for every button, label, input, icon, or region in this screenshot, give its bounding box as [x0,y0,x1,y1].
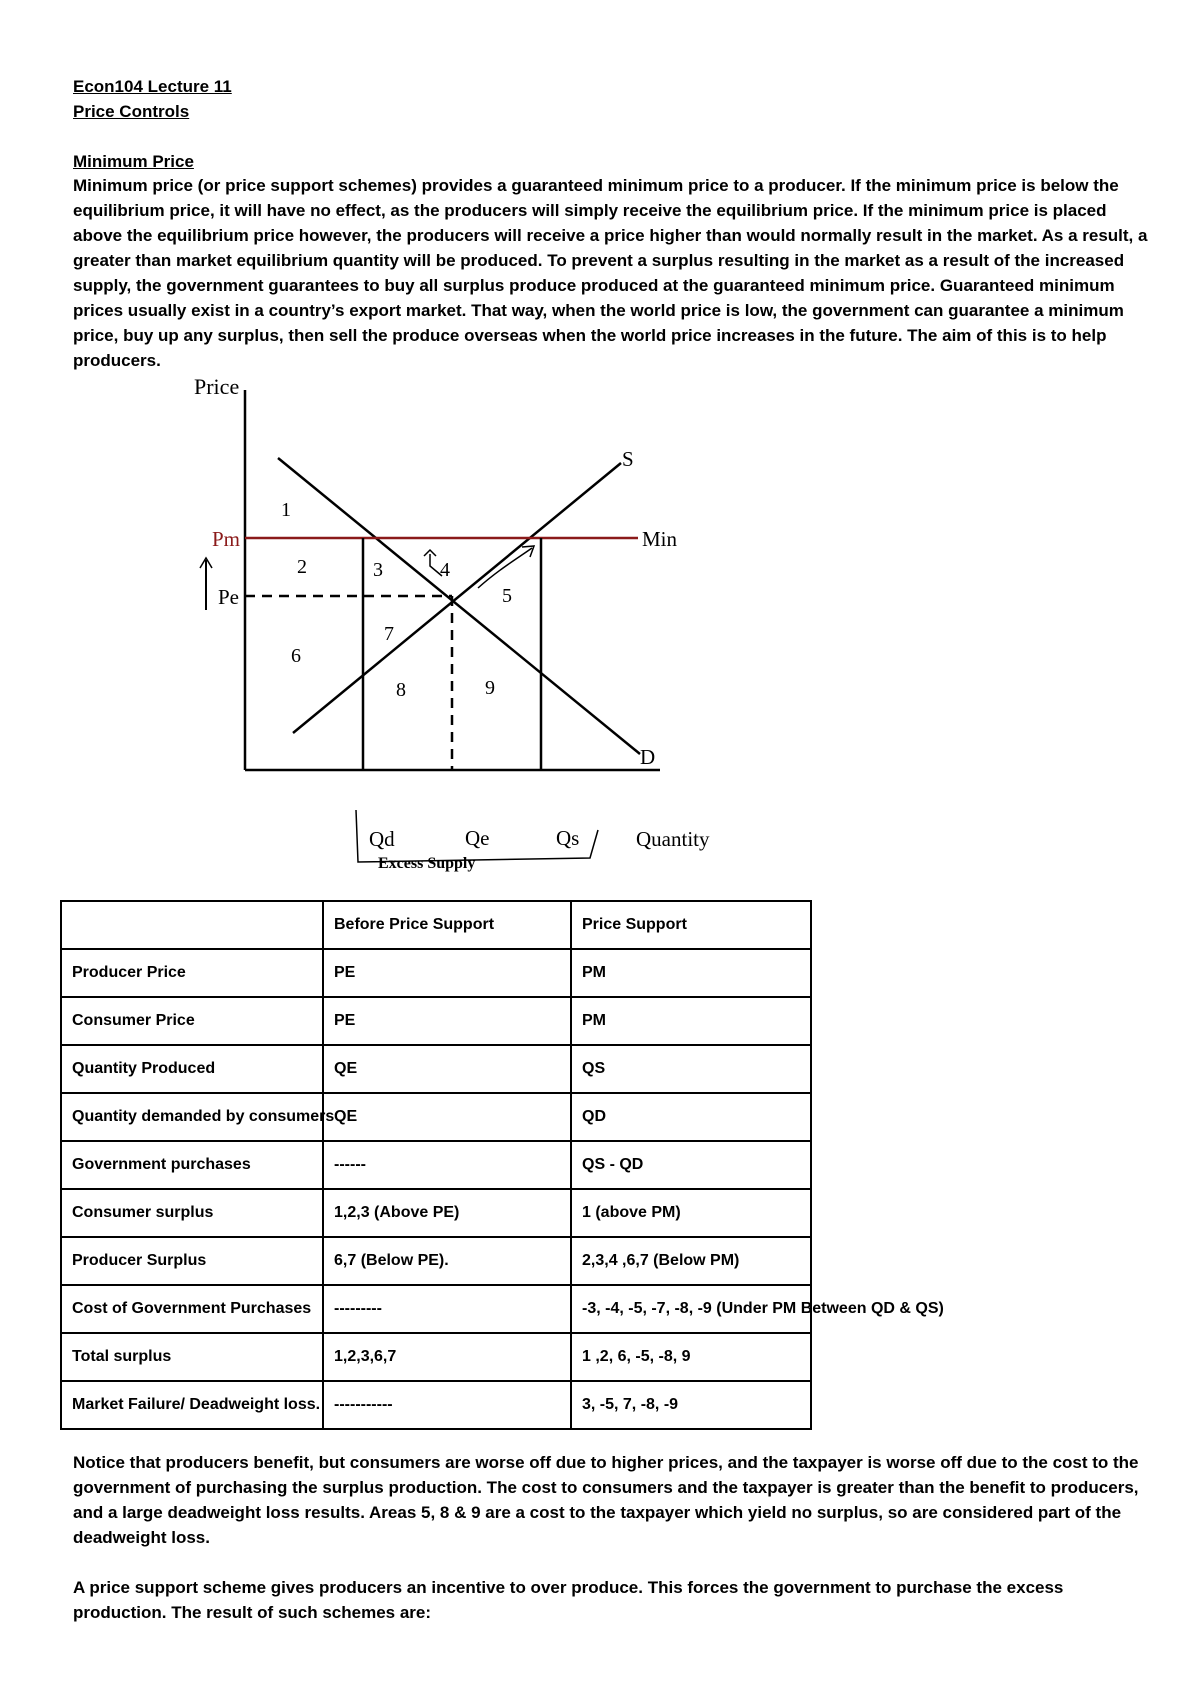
row-label: Consumer Price [61,997,323,1045]
x-axis-label: Quantity [636,827,710,851]
area-label-3: 3 [373,559,383,581]
table-row [61,1333,811,1381]
before-value: 1,2,3,6,7 [323,1333,571,1381]
row-label: Quantity demanded by consumers [61,1093,323,1141]
row-label: Producer Surplus [61,1237,323,1285]
support-value: QS [571,1045,811,1093]
qe-label: Qe [465,826,490,850]
row-label: Market Failure/ Deadweight loss. [61,1381,323,1429]
course-title: Econ104 Lecture 11 [73,77,232,96]
table-row [61,1093,811,1141]
table-row [61,1189,811,1237]
supply-label: S [622,447,634,471]
area-label-5: 5 [502,585,512,607]
area-label-6: 6 [291,645,301,667]
pe-label: Pe [218,585,239,609]
area-label-7: 7 [384,623,394,645]
table-row [61,1237,811,1285]
area-label-1: 1 [281,499,291,521]
before-value: PE [323,997,571,1045]
support-value: PM [571,949,811,997]
table-header-row [61,901,811,949]
header-price-support: Price Support [571,901,811,949]
conclusion-paragraph: Notice that producers benefit, but consumers are worse off due to higher prices, and the taxpayer is worse off due to the cost to the government of purchasing the surplus production. The cost to consumers and the taxpayer is greater than the benefit to producers, and a large deadweight loss results. Areas 5, 8 & 9 are a cost to the taxpayer which yield no surplus, so are considered part of the deadweight loss. [73,1453,1139,1547]
demand-curve [278,458,640,754]
minimum-price-diagram [180,370,740,880]
min-label: Min [642,527,678,551]
incentive-paragraph: A price support scheme gives producers an incentive to over produce. This forces the government to purchase the excess production. The result of such schemes are: [73,1578,1064,1622]
support-value: PM [571,997,811,1045]
before-value: ----------- [323,1381,571,1429]
table-row [61,1141,811,1189]
row-label: Total surplus [61,1333,323,1381]
table-row [61,1045,811,1093]
before-value: PE [323,949,571,997]
table-row [61,949,811,997]
support-value: 1 ,2, 6, -5, -8, 9 [571,1333,811,1381]
area-label-2: 2 [297,556,307,578]
demand-label: D [640,745,656,769]
excess-supply-label: Excess Supply [378,855,476,872]
before-value: 6,7 (Below PE). [323,1237,571,1285]
before-value: 1,2,3 (Above PE) [323,1189,571,1237]
row-label: Quantity Produced [61,1045,323,1093]
before-value: ------ [323,1141,571,1189]
qd-label: Qd [369,827,395,851]
intro-paragraph: Minimum price (or price support schemes) provides a guaranteed minimum price to a producer. If the minimum price is below the equilibrium price, it will have no effect, as the producers will simply receive the equilibrium price. If the minimum price is placed above the equilibrium price however, the producers will receive a price higher than would normally result in the market. As a result, a greater than market equilibrium quantity will be produced. To prevent a surplus resulting in the market as a result of the increased supply, the government guarantees to buy all surplus produce produced at the guaranteed minimum price. Guaranteed minimum prices usually exist in a country’s export market. That way, when the world price is low, the government can guarantee a minimum price, buy up any surplus, then sell the produce overseas when the world price increases in the future. The aim of this is to help producers. [73,176,1148,370]
support-value: QS - QD [571,1141,811,1189]
section-heading: Minimum Price [73,152,194,171]
area-label-9: 9 [485,677,495,699]
support-value: 2,3,4 ,6,7 (Below PM) [571,1237,811,1285]
table-row [61,1285,811,1333]
before-value: QE [323,1045,571,1093]
support-value: 1 (above PM) [571,1189,811,1237]
support-value: -3, -4, -5, -7, -8, -9 (Under PM Between QD & QS) [571,1285,811,1333]
document-header [73,74,1153,174]
header-before-price-support: Before Price Support [323,901,571,949]
qs-label: Qs [556,826,580,850]
area-label-4: 4 [440,559,450,581]
header-cell-blank [61,901,323,949]
supply-expansion-arrow [478,548,532,588]
support-value: QD [571,1093,811,1141]
row-label: Producer Price [61,949,323,997]
row-label: Consumer surplus [61,1189,323,1237]
table-row [61,1381,811,1429]
row-label: Government purchases [61,1141,323,1189]
before-value: QE [323,1093,571,1141]
price-support-table [60,900,944,1430]
before-value: --------- [323,1285,571,1333]
support-value: 3, -5, 7, -8, -9 [571,1381,811,1429]
table-row [61,997,811,1045]
y-axis-label: Price [194,374,240,399]
supply-curve [293,463,621,733]
row-label: Cost of Government Purchases [61,1285,323,1333]
conclusion-section [73,1450,1158,1625]
pm-label: Pm [212,527,241,551]
area-label-8: 8 [396,679,406,701]
topic-title: Price Controls [73,102,190,121]
